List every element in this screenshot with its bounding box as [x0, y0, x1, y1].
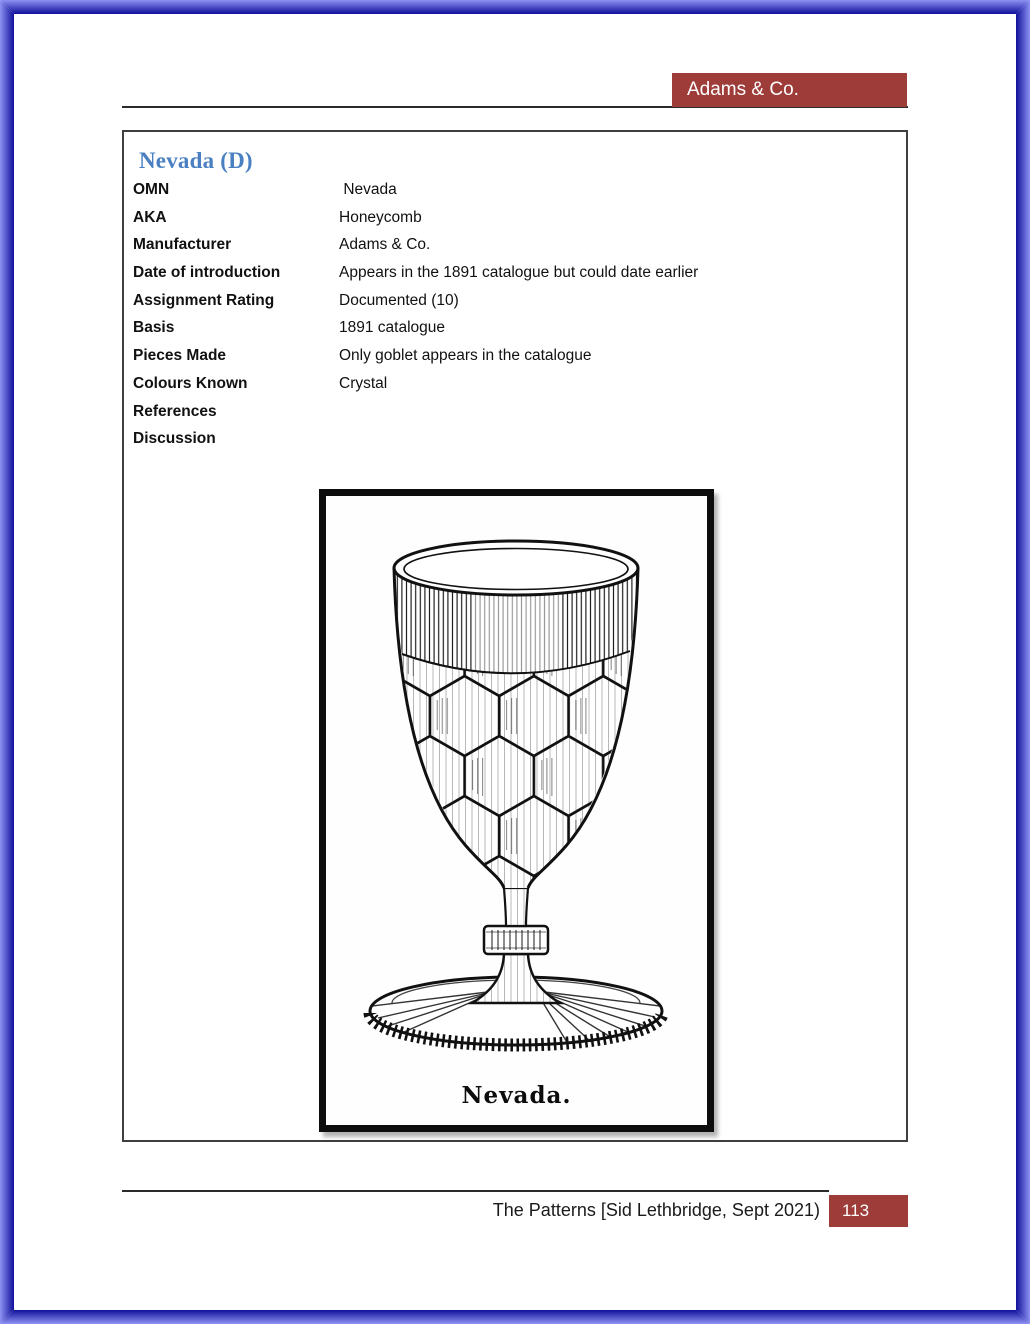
field-row [133, 264, 893, 292]
page-border-bottom [0, 1310, 1030, 1324]
field-label: Date of introduction [133, 264, 281, 282]
field-value: 1891 catalogue [339, 319, 446, 337]
field-label: AKA [133, 208, 167, 226]
field-value: Honeycomb [339, 208, 422, 226]
figure-caption: Nevada. [461, 1082, 572, 1109]
field-row [133, 375, 893, 403]
field-row [133, 209, 893, 237]
field-label: OMN [133, 181, 170, 198]
field-label: Discussion [133, 430, 216, 448]
field-label: Basis [133, 319, 175, 337]
pattern-title: Nevada (D) [139, 148, 253, 173]
field-value: Only goblet appears in the catalogue [339, 347, 592, 365]
field-label: Assignment Rating [133, 291, 275, 309]
field-row [133, 292, 893, 320]
field-value: Documented (10) [339, 291, 459, 309]
field-row [133, 403, 893, 431]
field-row [133, 236, 893, 264]
field-value: Adams & Co. [339, 236, 431, 254]
goblet-engraving-image [326, 496, 707, 1081]
page-border-right [1016, 0, 1030, 1324]
field-value: Crystal [339, 374, 388, 392]
field-row [133, 347, 893, 375]
footer-rule [122, 1190, 829, 1192]
page-border-top [0, 0, 1030, 14]
field-label: Pieces Made [133, 347, 227, 365]
field-row [133, 430, 893, 458]
page-border-left [0, 0, 14, 1324]
field-row [133, 181, 893, 209]
field-label: Manufacturer [133, 236, 232, 254]
pattern-card [122, 130, 908, 1142]
field-label: Colours Known [133, 374, 248, 392]
section-header-badge: Adams & Co. [672, 73, 907, 107]
page-number-badge: 113 [829, 1195, 908, 1227]
page-body [14, 14, 1016, 1310]
field-label: References [133, 402, 217, 420]
field-value: Nevada [339, 181, 397, 198]
field-value: Appears in the 1891 catalogue but could date earlier [339, 264, 699, 282]
footer-credit: The Patterns [Sid Lethbridge, Sept 2021) [492, 1200, 820, 1220]
field-row [133, 319, 893, 347]
pattern-fields [133, 181, 893, 458]
goblet-figure [319, 489, 714, 1132]
